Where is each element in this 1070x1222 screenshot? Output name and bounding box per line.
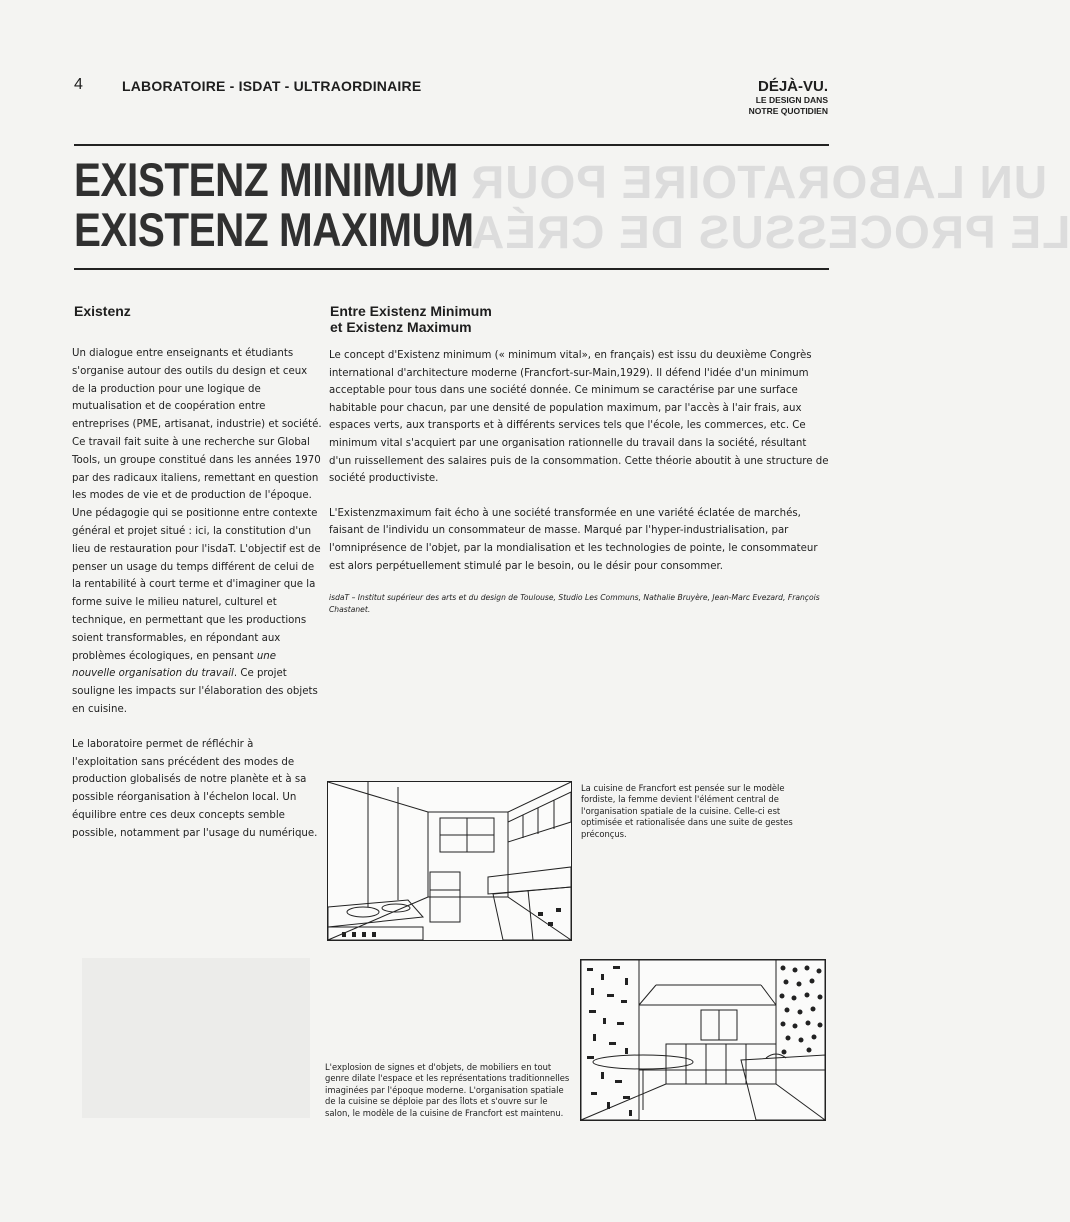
frankfurt-kitchen-drawing <box>328 782 571 940</box>
show-through-text-2: LE PROCESSUS DE CRÉA <box>470 206 1070 258</box>
brand-subtitle-2: NOTRE QUOTIDIEN <box>748 106 828 116</box>
caption-frankfurt-kitchen: La cuisine de Francfort est pensée sur le modèle fordiste, la femme devient l'élément central de l'organisation spatiale de la cuisine. Celle-ci est optimisée et rationalisée dans une suite de gestes préconçus. <box>581 783 793 839</box>
memphis-kitchen-drawing <box>581 960 825 1120</box>
page-number: 4 <box>74 76 83 93</box>
brand-subtitle-1: LE DESIGN DANS <box>755 95 828 105</box>
show-through-image <box>82 958 310 1118</box>
page-title <box>74 155 474 255</box>
right-heading <box>330 303 492 335</box>
credit-line: isdaT – Institut supérieur des arts et du design de Toulouse, Studio Les Communs, Nathalie Bruyère, Jean-Marc Evezard, François Chastanet. <box>329 593 820 615</box>
right-heading-line-2: et Existenz Maximum <box>330 319 472 335</box>
right-paragraph-2: L'Existenzmaximum fait écho à une société transformée en une variété éclatée de marchés, faisant de l'individu un consommateur de masse. Marqué par l'hyper-industrialisation, par l'omniprésence de l'objet, par la mondialisation et les technologies de pointe, le consommateur est alors perpétuellement stimulé par le besoin, ou le désir pour consommer. <box>329 507 818 572</box>
show-through-text-1: UN LABORATOIRE POUR <box>470 156 1047 208</box>
title-line-1: EXISTENZ MINIMUM <box>74 153 458 206</box>
left-paragraph-1 <box>72 345 322 719</box>
right-heading-line-1: Entre Existenz Minimum <box>330 303 492 319</box>
frankfurt-kitchen-illustration <box>327 781 572 941</box>
left-column <box>72 345 322 860</box>
right-paragraph-1: Le concept d'Existenz minimum (« minimum vital», en français) est issu du deuxième Congrès international d'architecture moderne (Francfort-sur-Main,1929). Il défend l'idée d'un minimum acceptable pour tous dans une société donnée. Ce minimum se caractérise par une surface habitable pour chacun, par une densité de population maximum, par l'accès à l'air frais, aux espaces verts, aux transports et à différents services tels que l'école, les commerces, etc. Ce minimum vital s'acquiert par une organisation rationnelle du travail dans la société, résultant d'un ruissellement des salaires puis de la consommation. Cette théorie aboutit à une structure de société productiviste. <box>329 350 829 485</box>
title-line-2: EXISTENZ MAXIMUM <box>74 203 474 256</box>
running-title: LABORATOIRE - ISDAT - ULTRAORDINAIRE <box>122 78 422 94</box>
left-paragraph-1-end: . Ce projet souligne les impacts sur l'élaboration des objets en cuisine. <box>72 668 318 715</box>
right-column <box>329 347 829 633</box>
caption-memphis-kitchen: L'explosion de signes et d'objets, de mobiliers en tout genre dilate l'espace et les représentations traditionnelles imaginées par l'époque moderne. L'organisation spatiale de la cuisine se déploie par des îlots et s'ouvre sur le salon, le modèle de la cuisine de Francfort est maintenu. <box>325 1062 570 1118</box>
left-paragraph-1-italic: une nouvelle organisation du travail <box>72 650 276 680</box>
left-paragraph-1-text: Un dialogue entre enseignants et étudiants s'organise autour des outils du design et ceux de la production pour une logique de mutualisation et de coopération entre entreprises (PME, artisanat, industrie) et société. Ce travail fait suite à une recherche sur Global Tools, un groupe constitué dans les années 1970 par des radicaux italiens, remettant en question les modes de vie et de production de l'époque. Une pédagogie qui se positionne entre contexte général et projet situé : ici, la constitution d'un lieu de restauration pour l'isdaT. L'objectif est de penser un usage du temps différent de celui de la rentabilité à court terme et d'imaginer que la forme suive le milieu naturel, culturel et technique, en permettant que les productions soient transformables, en répondant aux problèmes écologiques, en pensant <box>72 348 322 662</box>
bottom-rule <box>74 268 829 270</box>
left-heading: Existenz <box>74 303 131 319</box>
brand-title: DÉJÀ-VU. <box>757 78 828 95</box>
top-rule <box>74 144 829 146</box>
left-paragraph-2: Le laboratoire permet de réfléchir à l'exploitation sans précédent des modes de production globalisés de notre planète et à sa possible réorganisation à l'échelon local. Un équilibre entre ces deux concepts semble possible, notamment par l'usage du numérique. <box>72 738 318 839</box>
memphis-kitchen-illustration <box>580 959 826 1121</box>
brand-block <box>749 78 828 117</box>
